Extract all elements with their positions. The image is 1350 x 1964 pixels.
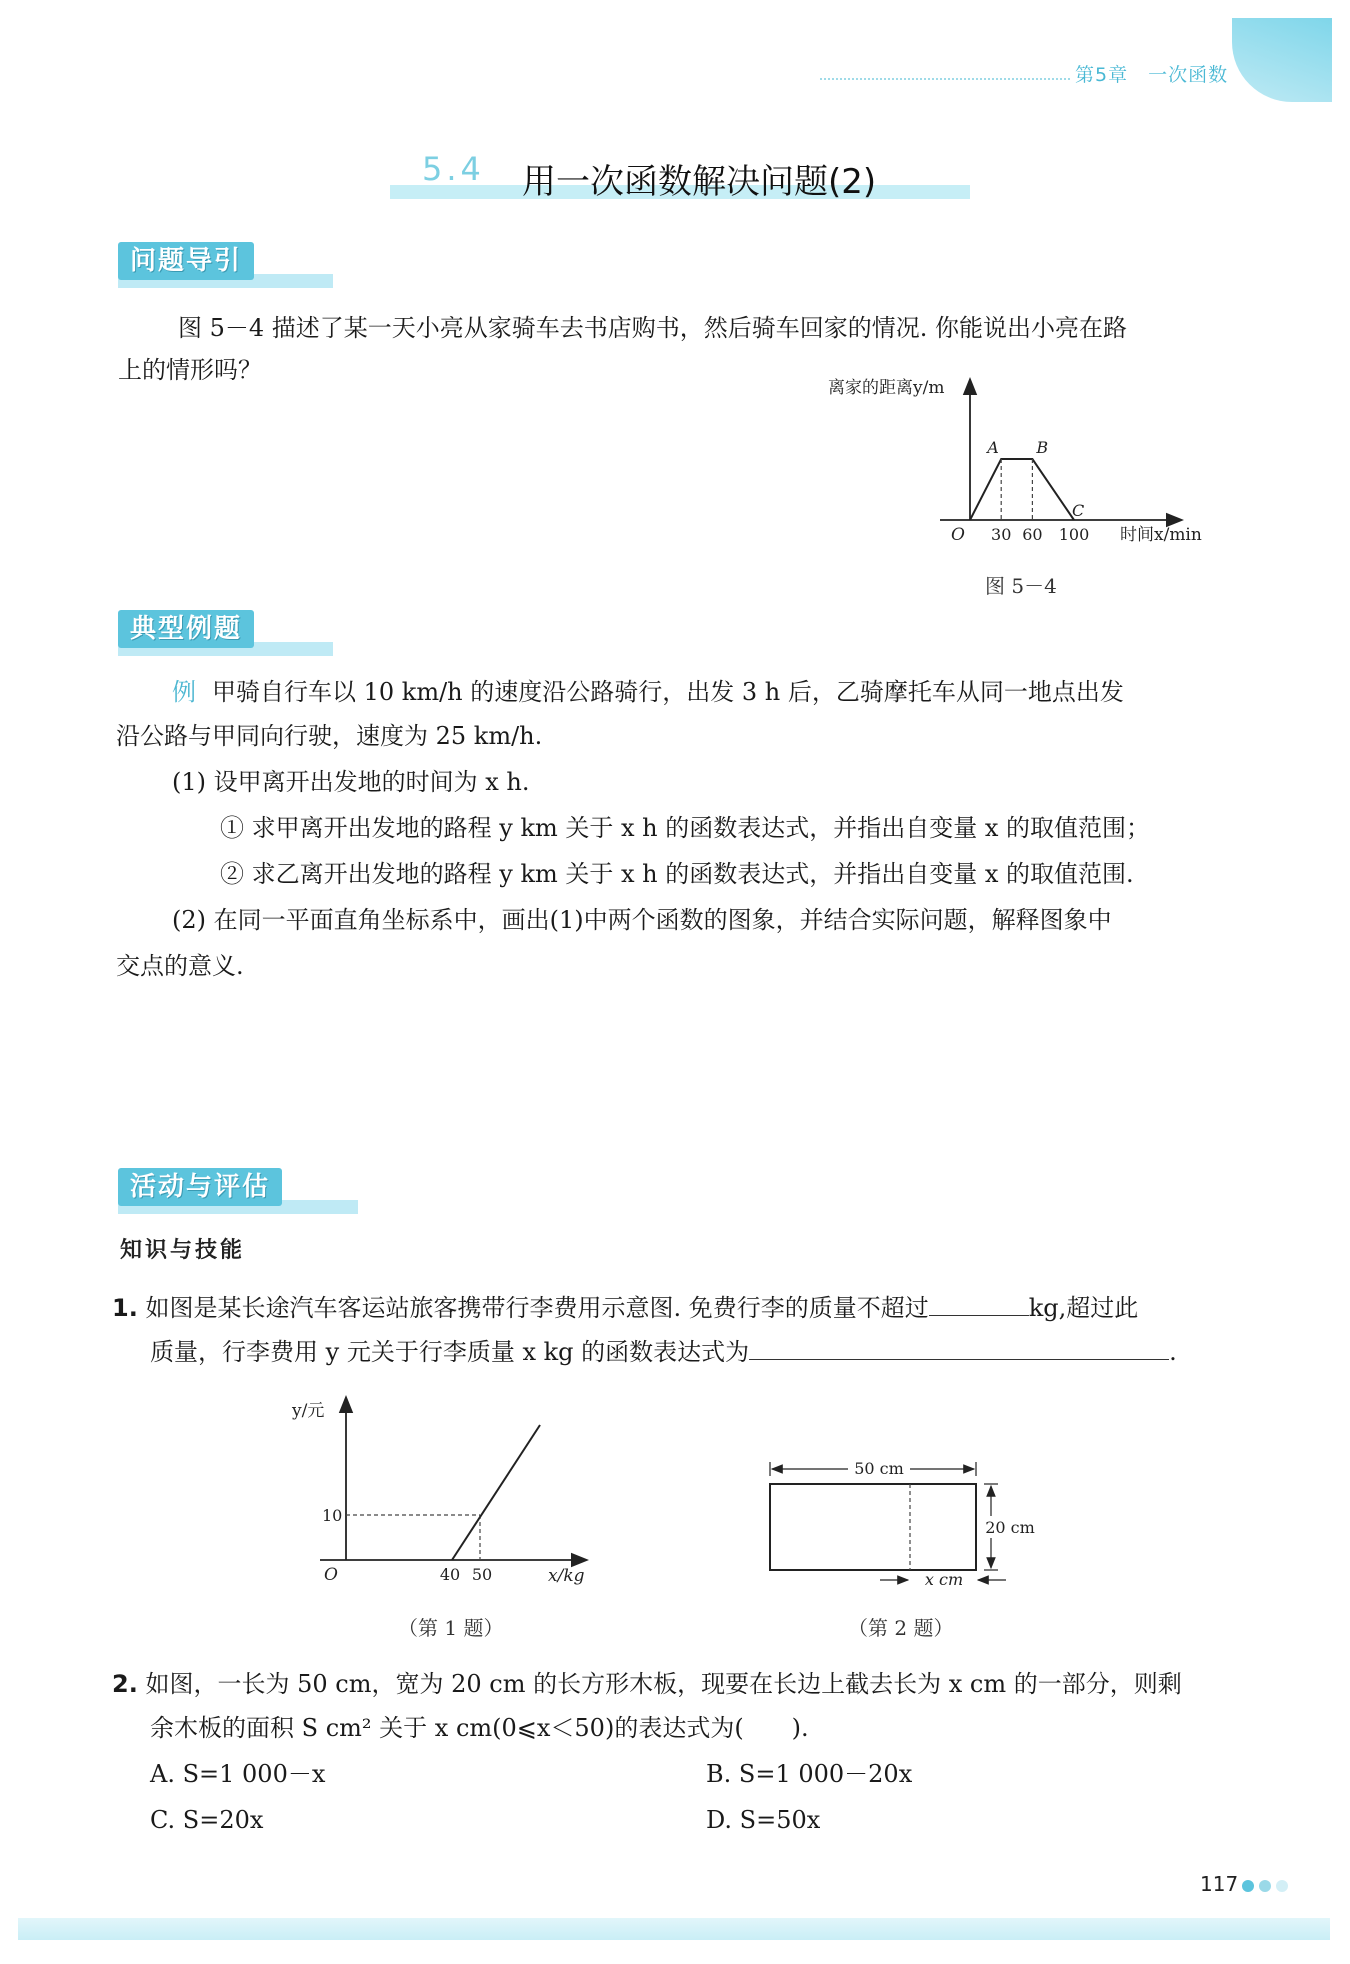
q2-width-label: 20 cm: [985, 1518, 1035, 1537]
q1-line-2: [150, 1330, 1177, 1374]
q1-fig-y-tick: 10: [322, 1506, 343, 1525]
fig54-point-a: A: [987, 438, 999, 457]
q1-blank-1[interactable]: [929, 1291, 1029, 1316]
fig54-plot: [970, 459, 1074, 520]
q1-caption: （第 1 题）: [398, 1616, 504, 1640]
example-label: 例: [172, 678, 196, 706]
example-text-1: 甲骑自行车以 10 km/h 的速度沿公路骑行，出发 3 h 后，乙骑摩托车从同一地点出发: [212, 678, 1124, 706]
example-part-1a: ① 求甲离开出发地的路程 y km 关于 x h 的函数表达式，并指出自变量 x 的取值范围；: [220, 814, 1151, 842]
example-badge-label: 典型例题: [118, 610, 254, 648]
fig54-y-label: 离家的距离y/m: [828, 378, 945, 398]
q2-board: [770, 1484, 976, 1570]
section-title: 用一次函数解决问题(2): [522, 162, 877, 202]
q1-fig-origin: O: [324, 1565, 338, 1585]
chapter-label: 第5章 一次函数: [1075, 64, 1229, 86]
q1-fig-x-label: x/kg: [548, 1566, 585, 1586]
q2-caption: （第 2 题）: [848, 1616, 954, 1640]
activity-badge: [118, 1168, 358, 1214]
fig54-tick-30: 30: [991, 525, 1012, 544]
page-dot-2: [1259, 1880, 1271, 1892]
example-part-1b: ② 求乙离开出发地的路程 y km 关于 x h 的函数表达式，并指出自变量 x 的取值范围.: [220, 860, 1134, 888]
intro-line-1: 图 5－4 描述了某一天小亮从家骑车去书店购书，然后骑车回家的情况. 你能说出小亮在路: [178, 314, 1128, 342]
q2-line-2: 余木板的面积 S cm² 关于 x cm(0⩽x＜50)的表达式为( ).: [150, 1714, 809, 1742]
header-dotted-line: [820, 78, 1070, 80]
intro-badge-label: 问题导引: [118, 242, 254, 280]
q1-fig-tick-50: 50: [471, 1565, 493, 1584]
fig54-caption: 图 5－4: [985, 574, 1057, 598]
q2-option-c[interactable]: C. S=20x: [150, 1806, 264, 1834]
q1-text-a: 如图是某长途汽车客运站旅客携带行李费用示意图. 免费行李的质量不超过: [145, 1294, 929, 1322]
q2-option-d[interactable]: D. S=50x: [706, 1806, 821, 1834]
page-dot-3: [1276, 1880, 1288, 1892]
fig54-tick-60: 60: [1022, 525, 1043, 544]
q1-text-b: kg,超过此: [1028, 1294, 1139, 1322]
fig54-x-label: 时间x/min: [1120, 525, 1202, 545]
q2-line-1: [112, 1662, 1182, 1706]
section-number: 5.4: [422, 150, 485, 188]
q2-figure: [752, 1440, 1052, 1595]
fig54-tick-100: 100: [1058, 525, 1090, 544]
fig54-point-c: C: [1072, 501, 1085, 520]
corner-tab-decoration: [1232, 18, 1332, 102]
example-part-1: (1) 设甲离开出发地的时间为 x h.: [172, 768, 530, 796]
page-number: 117: [1200, 1872, 1239, 1896]
q1-text-c: 质量，行李费用 y 元关于行李质量 x kg 的函数表达式为: [150, 1338, 750, 1366]
example-line-1: [172, 670, 1124, 714]
q2-text-1: 如图，一长为 50 cm，宽为 20 cm 的长方形木板，现要在长边上截去长为 x cm 的一部分，则剩: [145, 1670, 1182, 1698]
skill-heading: 知识与技能: [120, 1238, 246, 1263]
example-line-2: 沿公路与甲同向行驶，速度为 25 km/h.: [116, 722, 543, 750]
footer-bar: [18, 1918, 1330, 1940]
q2-length-label: 50 cm: [854, 1459, 904, 1478]
q1-number: 1.: [112, 1294, 138, 1322]
example-badge: [118, 610, 333, 656]
activity-badge-label: 活动与评估: [118, 1168, 282, 1206]
example-part-2-line-1: (2) 在同一平面直角坐标系中，画出(1)中两个函数的图象，并结合实际问题，解释图象中: [172, 906, 1112, 934]
q1-fig-y-label: y/元: [292, 1401, 325, 1421]
intro-badge: [118, 242, 333, 288]
fig54-distance-line: [970, 459, 1074, 520]
example-part-2-line-2: 交点的意义.: [116, 952, 244, 980]
q1-figure: [280, 1390, 620, 1600]
fig54-point-b: B: [1036, 438, 1049, 457]
page-dot-1: [1242, 1880, 1254, 1892]
q1-fig-fee-line: [452, 1425, 540, 1560]
figure-5-4: [820, 370, 1240, 550]
fig54-origin: O: [951, 525, 965, 545]
q1-blank-2[interactable]: [749, 1335, 1169, 1360]
q1-text-d: .: [1169, 1338, 1177, 1366]
q2-cut-label: x cm: [924, 1570, 964, 1589]
intro-line-2: 上的情形吗？: [118, 356, 262, 384]
q2-number: 2.: [112, 1670, 138, 1698]
q2-option-b[interactable]: B. S=1 000－20x: [706, 1760, 913, 1788]
q1-fig-tick-40: 40: [439, 1565, 461, 1584]
q2-option-a[interactable]: A. S=1 000－x: [150, 1760, 326, 1788]
q1-line-1: [112, 1286, 1138, 1330]
